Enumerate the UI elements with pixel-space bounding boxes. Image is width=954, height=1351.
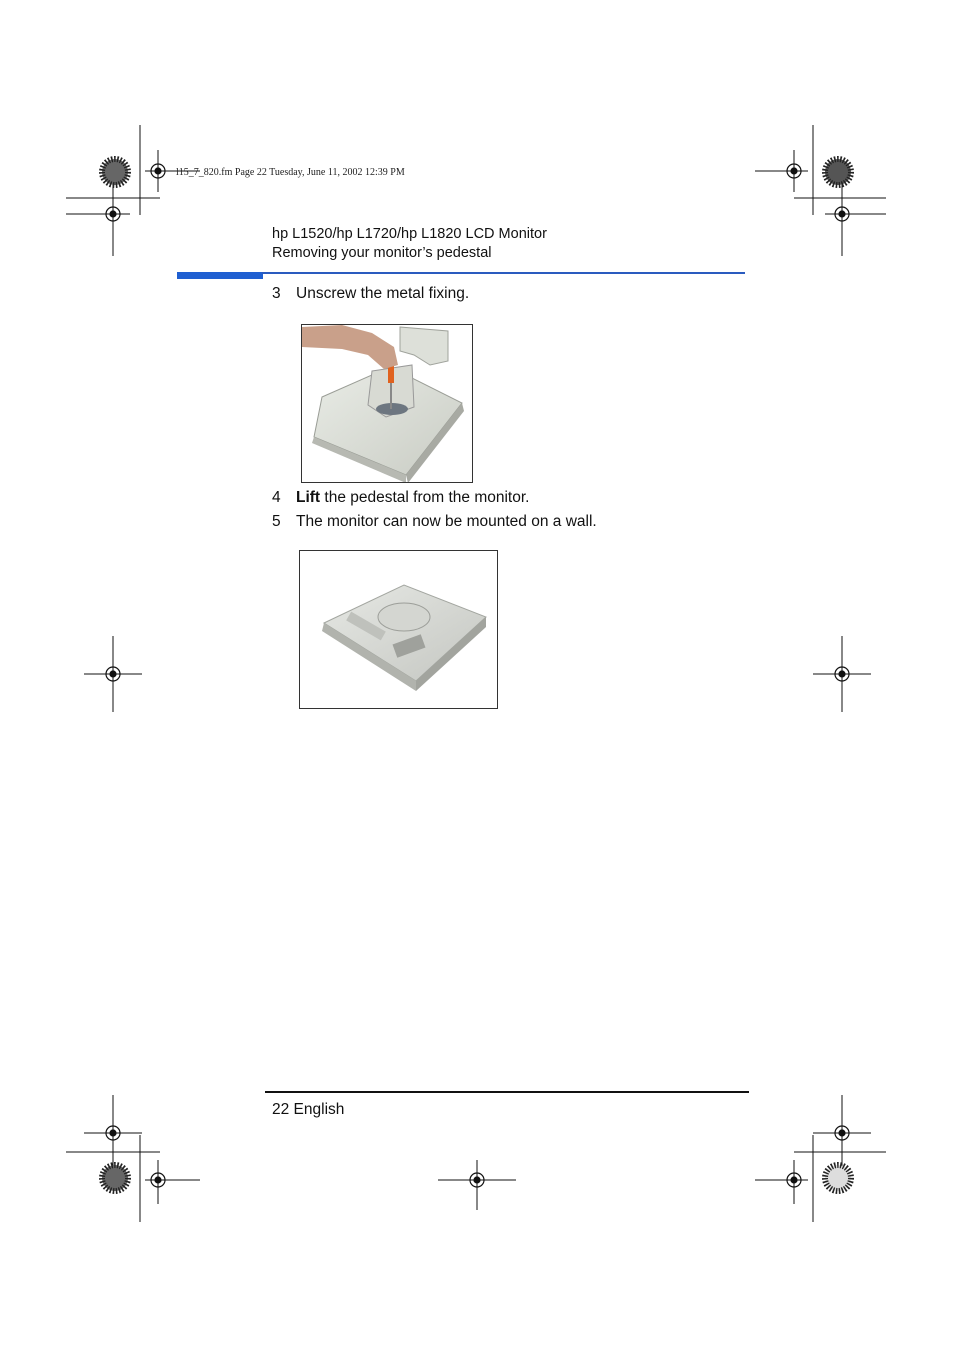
accent-bar bbox=[177, 272, 263, 279]
print-info-line: l15_7_820.fm Page 22 Tuesday, June 11, 2002 12:39 PM bbox=[176, 167, 405, 178]
unscrew-fixing-photo bbox=[301, 324, 473, 483]
step-5 bbox=[272, 513, 597, 531]
monitor-back-image bbox=[300, 551, 497, 708]
step-text: the pedestal from the monitor. bbox=[320, 489, 530, 506]
step-text: Unscrew the metal fixing. bbox=[296, 285, 470, 302]
step-3 bbox=[272, 285, 469, 303]
step-number: 3 bbox=[272, 285, 281, 302]
section-title: Removing your monitor’s pedestal bbox=[272, 245, 492, 261]
step-number: 5 bbox=[272, 513, 281, 530]
step-4 bbox=[272, 489, 529, 507]
step-text: The monitor can now be mounted on a wall. bbox=[296, 513, 597, 530]
header-rule bbox=[262, 272, 745, 274]
monitor-base-with-screwdriver-image bbox=[302, 325, 472, 482]
footer-rule bbox=[265, 1091, 749, 1093]
page-number: 22 English bbox=[272, 1101, 345, 1118]
document-title: hp L1520/hp L1720/hp L1820 LCD Monitor bbox=[272, 226, 547, 242]
step-number: 4 bbox=[272, 489, 281, 506]
monitor-without-pedestal-photo bbox=[299, 550, 498, 709]
step-emphasis: Lift bbox=[296, 489, 321, 506]
